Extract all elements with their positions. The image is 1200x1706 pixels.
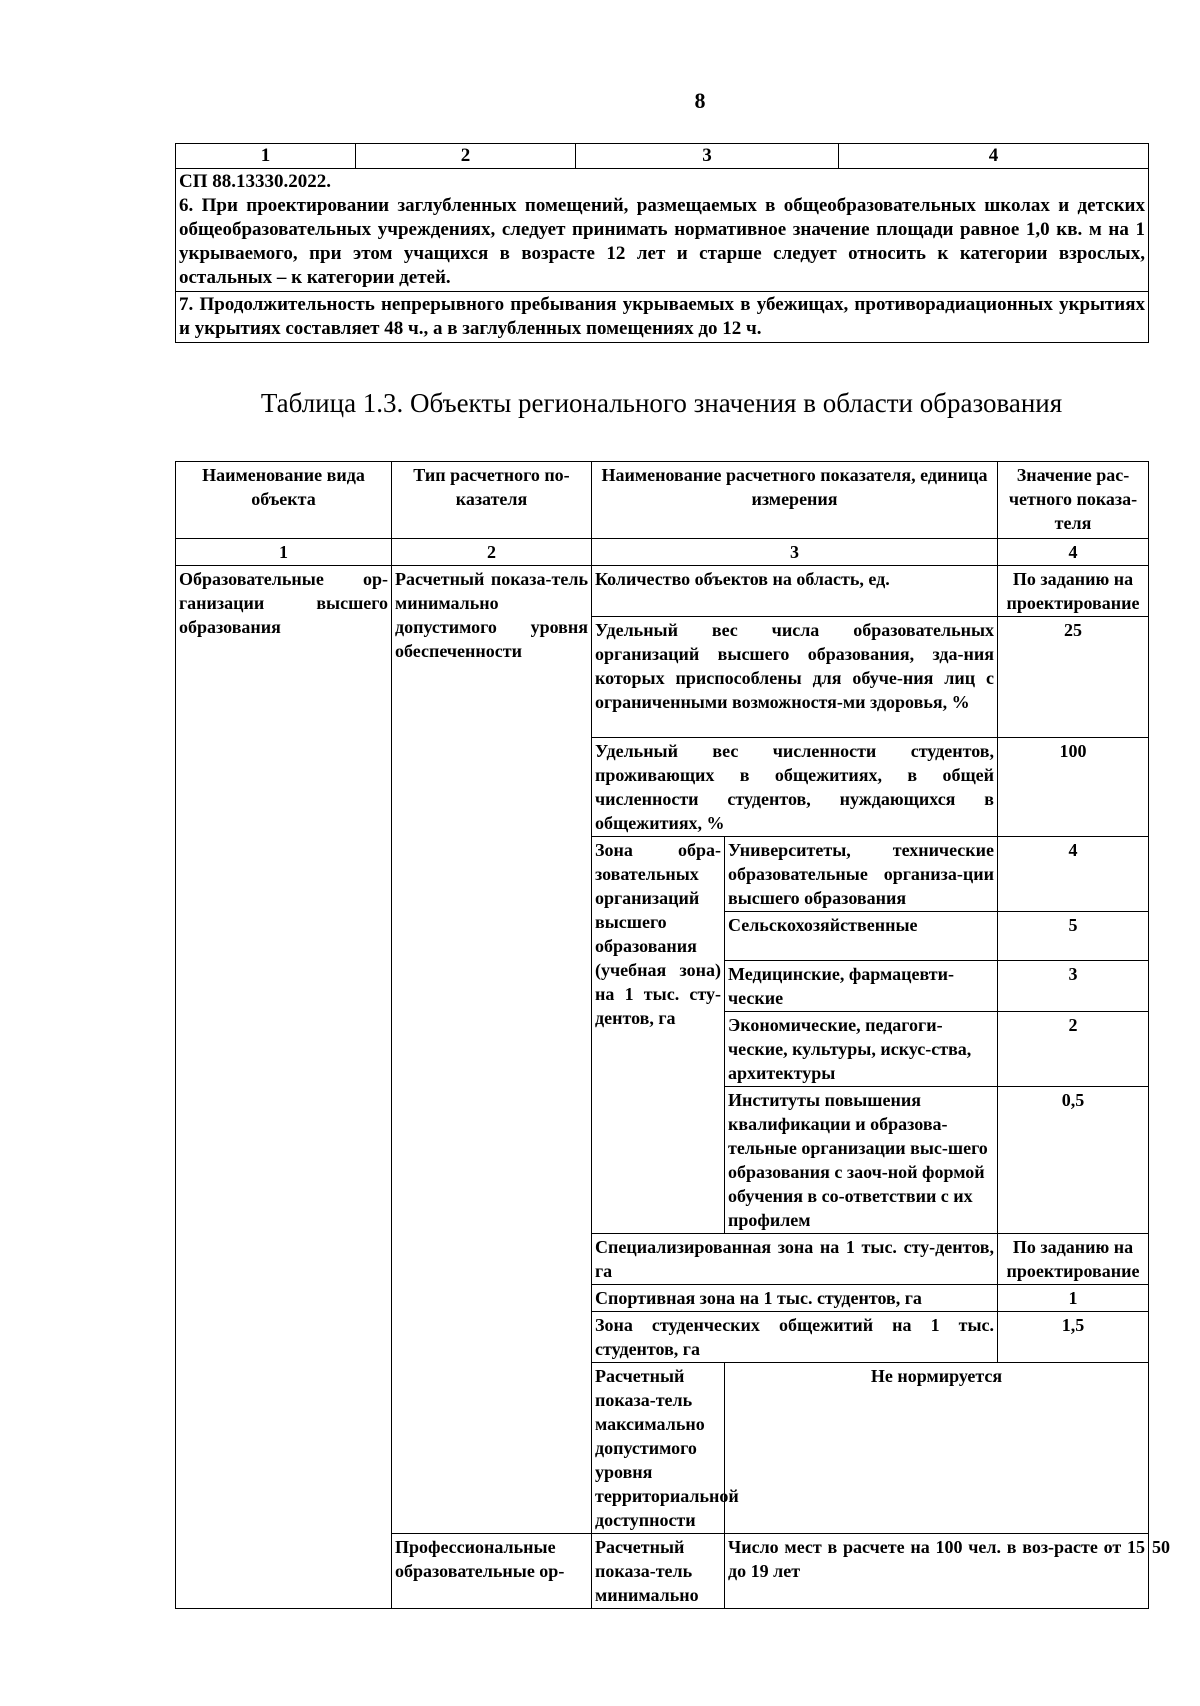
indicator-objects-count: Количество объектов на область, ед. — [592, 566, 998, 617]
page-number: 8 — [694, 88, 706, 113]
continuation-table — [175, 143, 1149, 343]
value-qualification-institutes: 0,5 — [998, 1087, 1149, 1234]
note-7: 7. Продолжительность непрерывного пребывания укрываемых в убежищах, противорадиационных укрытиях и укрытиях составляет 48 ч., а в заглубленных помещениях до 12 ч. — [176, 292, 1149, 343]
value-specialized-zone: По заданию на проектирование — [998, 1234, 1149, 1285]
value-economic: 2 — [998, 1012, 1149, 1087]
value-objects-count: По заданию на проектирование — [998, 566, 1149, 617]
continuation-notes — [176, 169, 1149, 292]
zone-medical: Медицинские, фармацевти-ческие — [725, 961, 998, 1012]
column-number-1: 1 — [176, 539, 392, 566]
object-professional-education: Профессиональные образовательные ор- — [392, 1534, 592, 1609]
zone-economic: Экономические, педагоги-ческие, культуры, искус-ства, архитектуры — [725, 1012, 998, 1087]
indicator-places-per-100: Число мест в расчете на 100 чел. в воз-расте от 15 до 19 лет — [725, 1534, 1149, 1609]
indicator-dormitory-zone: Зона студенческих общежитий на 1 тыс. студентов, га — [592, 1312, 998, 1363]
zone-educational-label: Зона обра-зовательных организаций высшего образования (учебная зона) на 1 тыс. сту-дентов, га — [592, 837, 725, 1234]
column-number-3: 3 — [592, 539, 998, 566]
zone-agricultural: Сельскохозяйственные — [725, 912, 998, 961]
value-medical: 3 — [998, 961, 1149, 1012]
object-higher-education: Образовательные ор-ганизации высшего образования — [176, 566, 392, 1609]
value-universities: 4 — [998, 837, 1149, 912]
indicator-dormitory-share: Удельный вес численности студентов, проживающих в общежитиях, в общей численности студентов, нуждающихся в общежитиях, % — [592, 738, 998, 837]
col-number-4: 4 — [839, 144, 1149, 169]
zone-qualification-institutes: Институты повышения квалификации и образова-тельные организации выс-шего образования с заоч-ной формой обучения в со-ответствии с их профилем — [725, 1087, 998, 1234]
type-minimum-provision-2: Расчетный показа-тель минимально — [592, 1534, 725, 1609]
indicator-accessible-buildings: Удельный вес числа образовательных организаций высшего образования, зда-ния которых приспособлены для обуче-ния лиц с ограниченными возможностя-ми здоровья, % — [592, 617, 998, 738]
note-6: 6. При проектировании заглубленных помещений, размещаемых в общеобразовательных школах и детских общеобразовательных учреждениях, следует принимать нормативное значение площади равное 1,0 кв. м на 1 укрываемого, при этом учащихся в возрасте 12 лет и старше следует относить к категории взрослых, остальных – к категории детей. — [179, 195, 1145, 288]
header-indicator-value: Значение рас-четного показа-теля — [998, 462, 1149, 539]
value-agricultural: 5 — [998, 912, 1149, 961]
column-number-2: 2 — [392, 539, 592, 566]
col-number-1: 1 — [176, 144, 356, 169]
col-number-3: 3 — [576, 144, 839, 169]
header-indicator-type: Тип расчетного по-казателя — [392, 462, 592, 539]
not-normed: Не нормируется — [725, 1363, 1149, 1534]
col-number-2: 2 — [356, 144, 576, 169]
header-object-name: Наименование вида объекта — [176, 462, 392, 539]
column-number-4: 4 — [998, 539, 1149, 566]
table-caption: Таблица 1.3. Объекты регионального значения в области образования — [260, 388, 1063, 418]
education-objects-table: Наименование вида объекта Тип расчетного по-казателя Наименование расчетного показателя, единица измерения Значение рас-четного показа-теля 1 2 3 4 Образовательные ор-ганизации высшего образования Расчетный показа-тель минимально допустимого уровня обеспеченности Количество объектов на область, ед. По заданию на проектирование Удельный вес числа образовательных организаций высшего образования, зда-ния которых приспособлены для обуче-ния лиц с ограниченными возможностя-ми здоровья, % 25 Удельный вес численности студентов, проживающих в общежитиях, в общей численности студентов, нуждающихся в общежитиях, % 100 Зона обра-зовательных организаций высшего образования (учебная зона) на 1 тыс. сту-дентов, га Университеты, технические образовательные организа-ции высшего образования 4 Сельскохозяйственные 5 Медицинские, фармацевти-ческие 3 Экономические, педагоги-ческие, культуры, искус-ства, архитектуры 2 Институты повышения квалификации и образова-тельные организации выс-шего образования с заоч-ной формой обучения в со-ответствии с их профилем 0,5 Специализированная зона на 1 тыс. сту-дентов, га По заданию на проектирование Спортивная зона на 1 тыс. студентов, га 1 Зона студенческих общежитий на 1 тыс. студентов, га 1,5 Расчетный показа-тель максимально допустимого уровня территориальной доступности Не нормируется Профессиональные образовательные ор- Расчетный показа-тель минимально Число мест в расчете на 100 чел. в воз-расте от 15 до 19 лет 50 — [175, 461, 1149, 1609]
indicator-specialized-zone: Специализированная зона на 1 тыс. сту-дентов, га — [592, 1234, 998, 1285]
note-reference: СП 88.13330.2022. — [179, 171, 331, 192]
value-accessible-buildings: 25 — [998, 617, 1149, 738]
header-indicator-name: Наименование расчетного показателя, единица измерения — [592, 462, 998, 539]
type-minimum-provision: Расчетный показа-тель минимально допустимого уровня обеспеченности — [392, 566, 592, 1534]
value-dormitory-share: 100 — [998, 738, 1149, 837]
type-maximum-accessibility: Расчетный показа-тель максимально допустимого уровня территориальной доступности — [592, 1363, 725, 1534]
value-dormitory-zone: 1,5 — [998, 1312, 1149, 1363]
zone-universities: Университеты, технические образовательные организа-ции высшего образования — [725, 837, 998, 912]
indicator-sports-zone: Спортивная зона на 1 тыс. студентов, га — [592, 1285, 998, 1312]
value-sports-zone: 1 — [998, 1285, 1149, 1312]
